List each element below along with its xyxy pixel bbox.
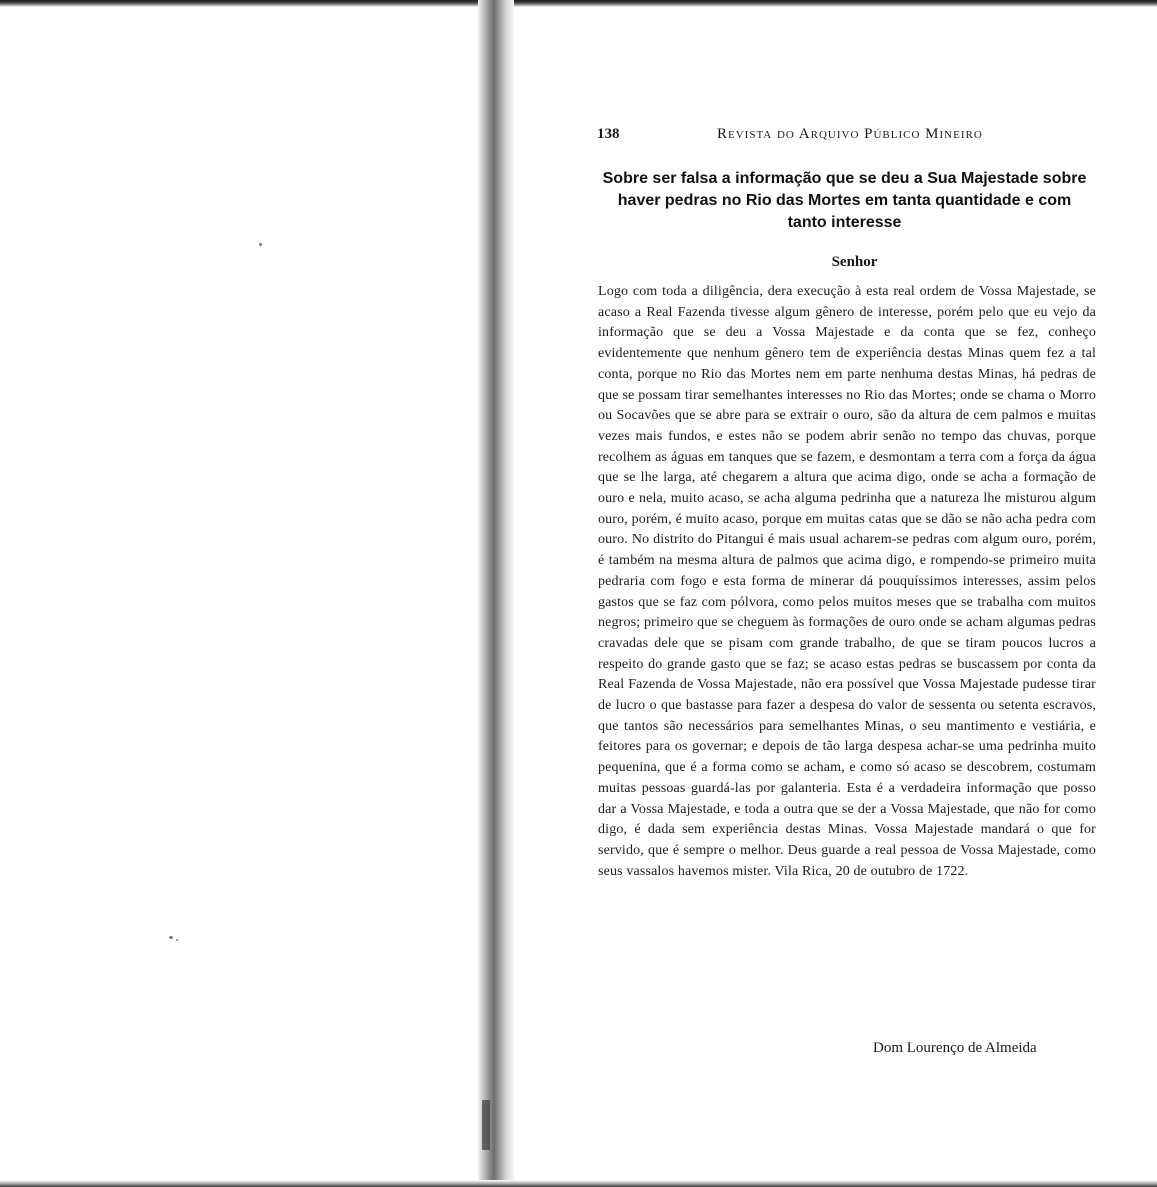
salutation: Senhor <box>831 254 878 270</box>
journal-title: Revista do Arquivo Público Mineiro <box>717 126 983 142</box>
signature: Dom Lourenço de Almeida <box>873 1040 1037 1056</box>
gutter-shadow <box>482 1100 490 1150</box>
running-head <box>597 126 997 148</box>
left-page-blank <box>0 7 480 1180</box>
book-gutter <box>478 0 514 1187</box>
letter-body: Logo com toda a diligência, dera execução à esta real ordem de Vossa Majestade, se acaso a Real Fazenda tivesse algum gênero de interesse, porém pelo que eu vejo da informação que se deu a Vossa Majestade e da conta que se fez, conheço evidentemente que nenhum gênero tem de experiência destas Minas quem fez a tal conta, porque no Rio das Mortes nem em parte nenhuma destas Minas, há pedras de que se possam tirar semelhantes interesses no Rio das Mortes; onde se chama o Morro ou Socavões que se abre para se extrair o ouro, são da altura de cem palmos e muitas vezes mais fundos, e estes não se podem abrir senão no tempo das chuvas, porque recolhem as águas em tanques que se fazem, e desmontam a terra com a força da água que se lhe larga, até chegarem a altura que acima digo, onde se acha a formação de ouro e nela, muito acaso, se acha alguma pedrinha que a natureza lhe misturou algum ouro, porém, é muito acaso, porque em muitas catas que se dão se não acha pedra com ouro. No distrito do Pitangui é mais usual acharem-se pedras com algum ouro, porém, é também na mesma altura de palmos que acima digo, e rompendo-se primeiro muita pedraria com fogo e esta forma de minerar dá pouquíssimos interesses, assim pelos gastos que se faz com pólvora, como pelos muitos meses que se trabalha com muitos negros; primeiro que se cheguem às formações de ouro onde se acham algumas pedras cravadas dele que se pisam com grande trabalho, de que se tiram poucos lucros a respeito do grande gasto que se faz; se acaso estas pedras se buscassem por conta da Real Fazenda de Vossa Majestade, não era possível que Vossa Majestade pudesse tirar de lucro o que bastasse para fazer a despesa do valor de sessenta ou setenta escravos, que tantos são necessários para semelhantes Minas, o seu mantimento e vestiária, e feitores para os governar; e depois de tão larga despesa achar-se uma pedrinha muito pequenina, que é a forma como se acham, e como só acaso se descobrem, costumam muitas pessoas guardá-las por galanteria. Esta é a verdadeira informação que posso dar a Vossa Majestade, e toda a outra que se der a Vossa Majestade, que não for como digo, é dada sem experiência destas Minas. Vossa Majestade mandará o que for servido, que é sempre o melhor. Deus guarde a real pessoa de Vossa Majestade, como seus vassalos havemos mister. Vila Rica, 20 de outubro de 1722. <box>598 284 1096 879</box>
left-page-speck <box>169 936 173 939</box>
left-page-speck <box>176 939 178 941</box>
document-title: Sobre ser falsa a informação que se deu a Sua Majestade sobre haver pedras no Rio das Mortes em tanta quantidade e com tanto interesse <box>602 170 1087 231</box>
scan-bottom-edge <box>0 1180 1157 1187</box>
left-page-speck <box>259 243 262 246</box>
page-number: 138 <box>597 126 620 142</box>
scan-top-edge <box>0 0 1157 7</box>
